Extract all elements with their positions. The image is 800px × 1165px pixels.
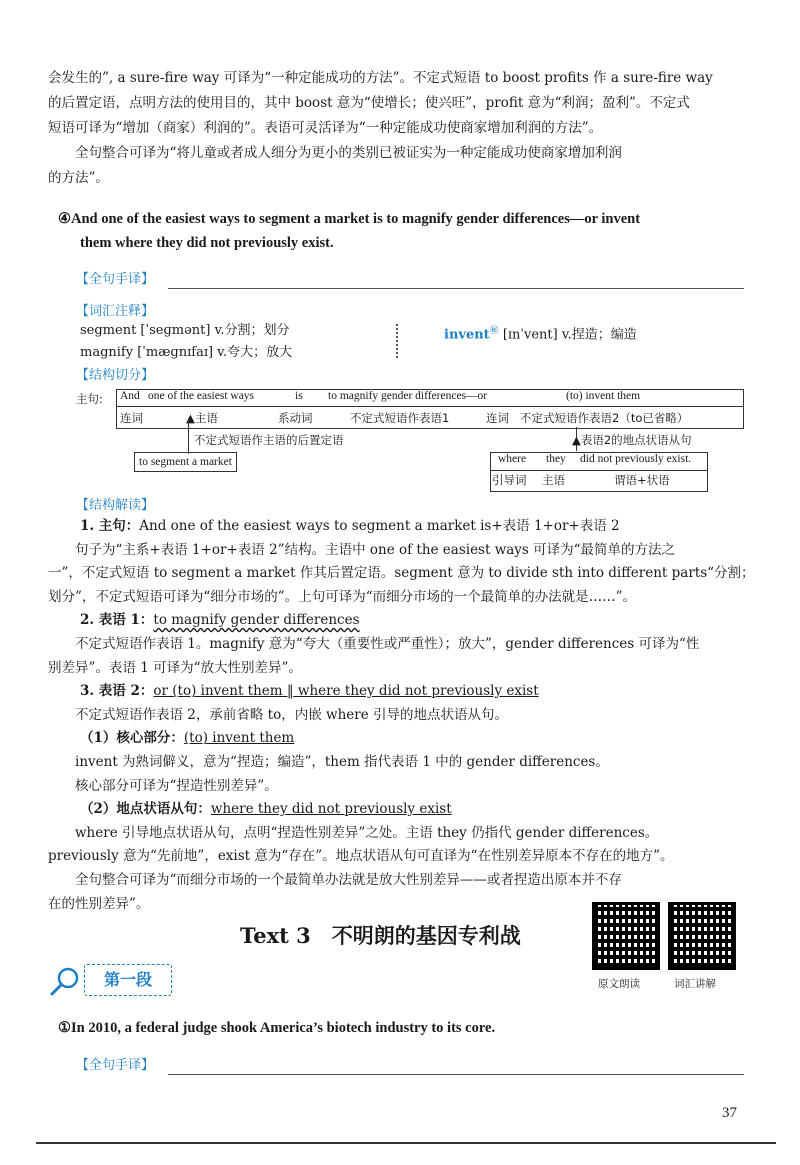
analysis-item-3-1-title: （1）核心部分：(to) invent them (80, 730, 295, 747)
vocab-magnify: magnify [ˈmæɡnɪfaɪ] v.夸大；放大 (80, 345, 293, 360)
analysis-item-3-2-title: （2）地点状语从句：where they did not previously exist (80, 801, 452, 818)
vocab-invent: invent (444, 327, 490, 343)
diagram-word: is (295, 390, 303, 402)
diagram-role: ▲主语 (186, 411, 218, 425)
arrow-up-icon: ▲ (186, 411, 195, 425)
paragraph-badge: 第一段 (84, 964, 172, 996)
translation-label: 【全句手译】 (76, 272, 155, 287)
sub-divider (490, 470, 708, 471)
sentence-4: ④And one of the easiest ways to segment a market is to magnify gender differences—or invent them where they did not previously exist. (58, 211, 641, 251)
vocab-left (80, 320, 292, 364)
diagram-divider (116, 406, 744, 407)
vocab-label: 【词汇注释】 (76, 304, 155, 319)
diagram-word: where (498, 453, 527, 465)
arrow-up-icon: ▲ (572, 433, 581, 447)
diagram-word: And (120, 390, 140, 402)
diagram-role: 谓语+状语 (614, 473, 670, 487)
text-line: 全句整合可译为“将儿童或者成人细分为更小的类别已被证实为一种定能成功使商家增加利润 (75, 145, 622, 161)
vocab-segment: segment [ˈseɡmənt] v.分割；划分 (80, 323, 290, 338)
text-line: 短语可译为“增加（商家）利润的”。表语可灵活译为“一种定能成功使商家增加利润的方法”。 (48, 120, 603, 136)
magnifier-icon (48, 966, 82, 1000)
analysis-block: 1. 主句：And one of the easiest ways to segment a market is+表语 1+or+表语 2 句子为“主系+表语 1+or+表语 2”结构。主语中 one of the easiest ways 可译为“最简单的方法之 一”，不定式短语 to segment a market 作其后置定语。segment 意为 to divide sth into different parts“分割； 划分”，不定式短语可译为“细分市场的”。上句可译为“而细分市场的一个最简单的办法就是……”。 2. 表语 1：to magnify gender differences 不定式短语作表语 1。magnify 意为“夸大（重要性或严重性）；放大”，gender differences 可译为“性 别差异”。表语 1 可译为“放大性别差异”。 3. 表语 2：or (to) invent them ‖ where they did not previously exist 不定式短语作表语 2，承前省略 to，内嵌 where 引导的地点状语从句。 （1）核心部分：(to) invent them invent 为熟词僻义，意为“捏造；编造”，them 指代表语 1 中的 gender differences。 核心部分可译为“捏造性别差异”。 （2）地点状语从句：where they did not previously exist where 引导地点状语从句，点明“捏造性别差异”之处。主语 they 仍指代 gender differences。 previously 意为“先前地”，exist 意为“存在”。地点状语从句可直译为“在性别差异原本不存在的地方”。 全句整合可译为“而细分市场的一个最简单办法就是放大性别差异——或者捏造出原本并不存 在的性别差异”。 (80, 515, 770, 916)
diagram-role: 不定式短语作表语2（to已省略） (520, 411, 689, 425)
page-number: 37 (722, 1105, 737, 1121)
intro-paragraph (48, 66, 768, 191)
attr-note: 不定式短语作主语的后置定语 (194, 433, 344, 447)
text3-title: Text 3 不明朗的基因专利战 (240, 923, 521, 948)
diagram-role: 不定式短语作表语1 (350, 411, 450, 425)
translation-label: 【全句手译】 (76, 1058, 155, 1073)
translation-blank[interactable] (168, 1074, 744, 1075)
qr-label-reading: 原文朗读 (598, 978, 640, 990)
diagram-role: 引导词 (492, 473, 527, 487)
text-line: 会发生的”, a sure-fire way 可译为“一种定能成功的方法”。不定式短语 to boost profits 作 a sure-fire way (48, 70, 713, 86)
text3-sentence-1: ①In 2010, a federal judge shook America’s biotech industry to its core. (58, 1020, 496, 1036)
diagram-role: 连词 (486, 411, 509, 425)
structure-label: 【结构切分】 (76, 368, 155, 383)
text-line: 的方法”。 (48, 170, 109, 186)
footer-rule (36, 1142, 776, 1144)
star-icon: ㊙ (489, 326, 499, 336)
analysis-item-2-title: 2. 表语 1：to magnify gender differences (80, 612, 360, 629)
attr-box: to segment a market (134, 452, 237, 472)
diagram-main-label: 主句: (76, 392, 103, 406)
diagram-role: 系动词 (278, 411, 313, 425)
vocab-right: invent㊙ [ɪnˈvent] v.捏造；编造 (444, 326, 637, 343)
diagram-word: (to) invent them (566, 390, 641, 402)
text-line: 的后置定语，点明方法的使用目的，其中 boost 意为“使增长；使兴旺”，profit 意为“利润；盈利”。不定式 (48, 95, 690, 111)
diagram-word: they (546, 453, 566, 465)
translation-blank[interactable] (168, 288, 744, 289)
vocab-divider (396, 324, 406, 358)
adv-note: ▲表语2的地点状语从句 (572, 433, 692, 447)
qr-label-vocab: 词汇讲解 (674, 978, 716, 990)
analysis-item-1-title: 1. 主句：And one of the easiest ways to segment a market is+表语 1+or+表语 2 (80, 518, 620, 534)
analysis-label: 【结构解读】 (76, 498, 155, 513)
diagram-role: 连词 (120, 411, 143, 425)
diagram-word: did not previously exist. (580, 453, 692, 465)
attr-connector (188, 420, 189, 454)
qr-code-vocab[interactable] (668, 902, 736, 970)
diagram-word: to magnify gender differences—or (328, 390, 488, 402)
diagram-role: 主语 (542, 473, 565, 487)
diagram-word: one of the easiest ways (148, 390, 255, 402)
qr-code-reading[interactable] (592, 902, 660, 970)
analysis-item-3-title: 3. 表语 2：or (to) invent them ‖ where they did not previously exist (80, 683, 539, 700)
